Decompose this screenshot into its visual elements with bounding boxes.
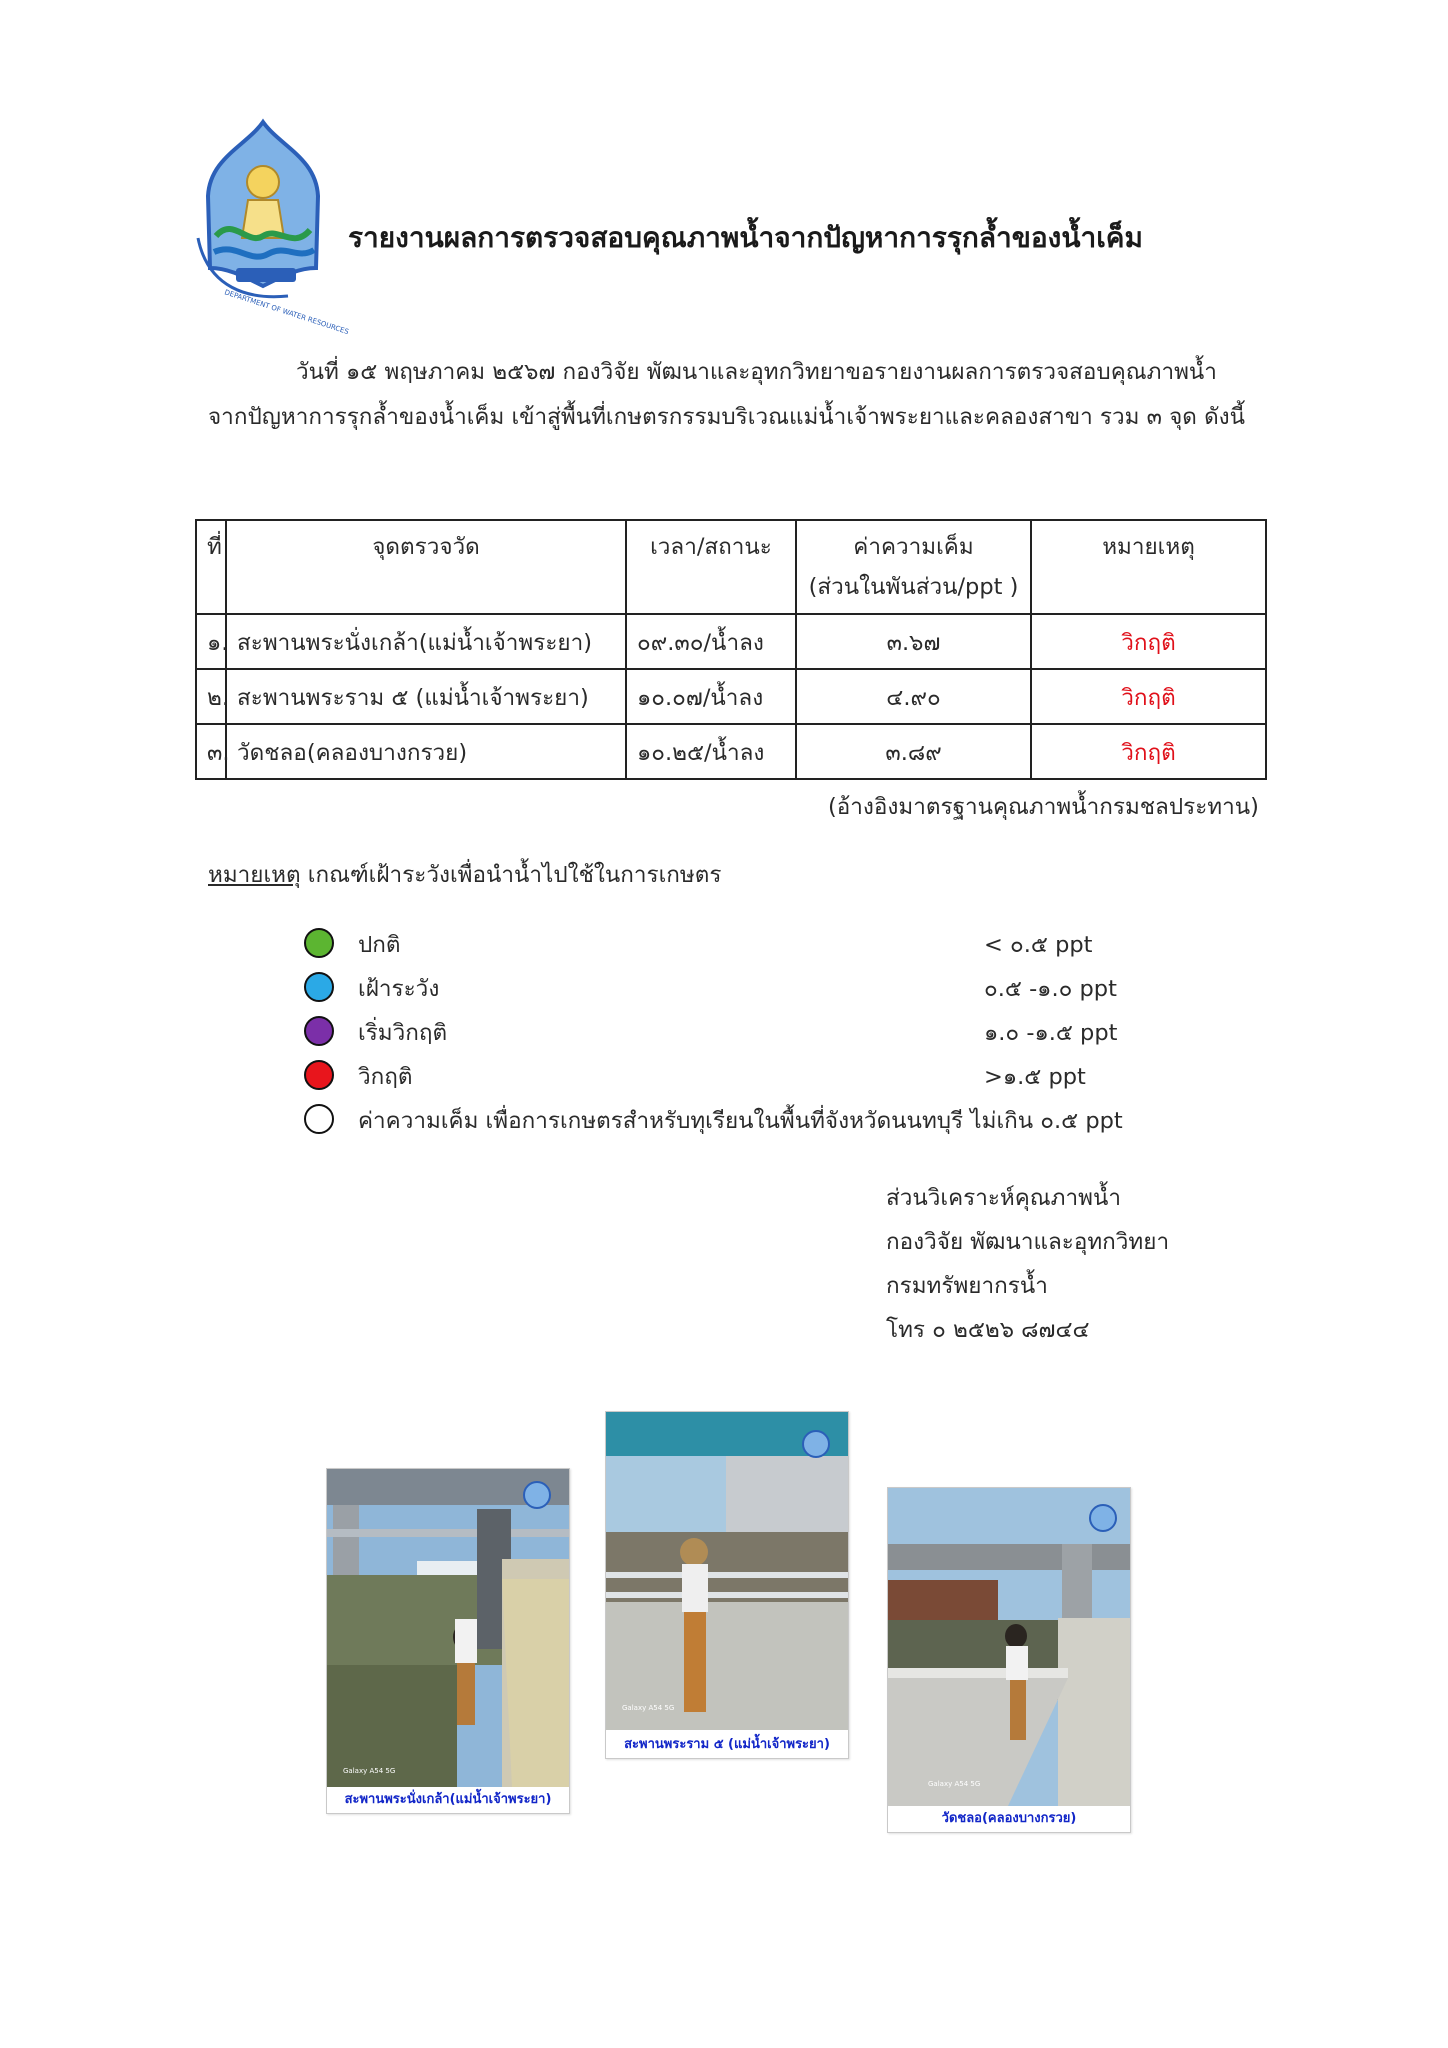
row-time: ๐๙.๓๐/น้ำลง [626, 614, 796, 669]
table-row [196, 614, 1266, 669]
row-salinity: ๔.๙๐ [796, 669, 1031, 724]
site-photo [606, 1412, 848, 1730]
photo-wat-chalo [887, 1487, 1131, 1833]
legend-range: ๑.๐ -๑.๕ ppt [984, 1020, 1118, 1046]
header-no: ที่ [196, 520, 226, 614]
legend-item-normal [304, 922, 1184, 962]
table-row [196, 669, 1266, 724]
legend-range: >๑.๕ ppt [984, 1064, 1086, 1090]
photo-rama-5-bridge [605, 1411, 849, 1759]
signature-phone: โทร ๐ ๒๕๒๖ ๘๗๔๔ [886, 1317, 1090, 1343]
legend-item-watch [304, 966, 1184, 1006]
row-time: ๑๐.๒๕/น้ำลง [626, 724, 796, 779]
row-status: วิกฤติ [1031, 724, 1266, 779]
red-circle-icon [304, 1060, 334, 1090]
header-location: จุดตรวจวัด [226, 520, 626, 614]
intro-line-2: จากปัญหาการรุกล้ำของน้ำเค็ม เข้าสู่พื้นที่เกษตรกรรมบริเวณแม่น้ำเจ้าพระยาและคลองสาขา รวม ๓ จุด ดังนี้ [208, 404, 1246, 430]
legend-item-critical [304, 1054, 1184, 1094]
row-location: วัดชลอ(คลองบางกรวย) [226, 724, 626, 779]
row-no: ๓. [196, 724, 226, 779]
remark-text: เกณฑ์เฝ้าระวังเพื่อนำน้ำไปใช้ในการเกษตร [300, 862, 722, 888]
row-no: ๑. [196, 614, 226, 669]
row-salinity: ๓.๖๗ [796, 614, 1031, 669]
remark-label: หมายเหตุ [208, 862, 301, 888]
purple-circle-icon [304, 1016, 334, 1046]
legend-label: ค่าความเค็ม เพื่อการเกษตรสำหรับทุเรียนในพื้นที่จังหวัดนนทบุรี ไม่เกิน ๐.๕ ppt [358, 1108, 1123, 1134]
camera-watermark: Galaxy A54 5G [928, 1780, 981, 1788]
report-title: รายงานผลการตรวจสอบคุณภาพน้ำจากปัญหาการรุกล้ำของน้ำเค็ม [348, 221, 1143, 254]
intro-line-1: วันที่ ๑๕ พฤษภาคม ๒๕๖๗ กองวิจัย พัฒนาและอุทกวิทยาขอรายงานผลการตรวจสอบคุณภาพน้ำ [296, 359, 1217, 385]
header-time: เวลา/สถานะ [626, 520, 796, 614]
legend-label: เริ่มวิกฤติ [358, 1020, 448, 1046]
row-salinity: ๓.๘๙ [796, 724, 1031, 779]
signature-bureau: กองวิจัย พัฒนาและอุทกวิทยา [886, 1229, 1170, 1255]
photo-phra-nang-klao-bridge [326, 1468, 570, 1814]
legend-range: < ๐.๕ ppt [984, 932, 1093, 958]
header-salinity [796, 520, 1031, 614]
legend-label: เฝ้าระวัง [358, 976, 440, 1002]
photo-caption: สะพานพระนั่งเกล้า(แม่น้ำเจ้าพระยา) [344, 1792, 552, 1807]
legend-label: วิกฤติ [358, 1064, 413, 1090]
legend-range: ๐.๕ -๑.๐ ppt [984, 976, 1117, 1002]
legend-item-early-critical [304, 1010, 1184, 1050]
row-location: สะพานพระราม ๕ (แม่น้ำเจ้าพระยา) [226, 669, 626, 724]
row-status: วิกฤติ [1031, 669, 1266, 724]
remark-line [208, 856, 721, 892]
row-no: ๒. [196, 669, 226, 724]
header-salinity-line2: (ส่วนในพันส่วน/ppt ) [808, 574, 1019, 600]
site-photo [327, 1469, 569, 1787]
header-status: หมายเหตุ [1031, 520, 1266, 614]
header-salinity-line1: ค่าความเค็ม [853, 534, 974, 560]
green-circle-icon [304, 928, 334, 958]
blue-circle-icon [304, 972, 334, 1002]
row-location: สะพานพระนั่งเกล้า(แม่น้ำเจ้าพระยา) [226, 614, 626, 669]
svg-text:DEPARTMENT OF WATER RESOURCES: DEPARTMENT OF WATER RESOURCES [223, 288, 350, 337]
reference-note: (อ้างอิงมาตรฐานคุณภาพน้ำกรมชลประทาน) [828, 794, 1259, 820]
table-header-row [196, 520, 1266, 614]
white-circle-icon [304, 1104, 334, 1134]
row-time: ๑๐.๐๗/น้ำลง [626, 669, 796, 724]
camera-watermark: Galaxy A54 5G [343, 1767, 396, 1775]
signature-department: กรมทรัพยากรน้ำ [886, 1273, 1048, 1299]
table-row [196, 724, 1266, 779]
photo-caption: สะพานพระราม ๕ (แม่น้ำเจ้าพระยา) [624, 1737, 830, 1752]
results-table [195, 519, 1267, 780]
signature-division: ส่วนวิเคราะห์คุณภาพน้ำ [886, 1185, 1121, 1211]
department-logo [188, 118, 350, 337]
legend-item-durian [304, 1098, 1184, 1138]
photo-caption: วัดชลอ(คลองบางกรวย) [941, 1811, 1077, 1826]
camera-watermark: Galaxy A54 5G [622, 1704, 675, 1712]
legend-label: ปกติ [358, 932, 401, 958]
row-status: วิกฤติ [1031, 614, 1266, 669]
site-photo [888, 1488, 1130, 1806]
